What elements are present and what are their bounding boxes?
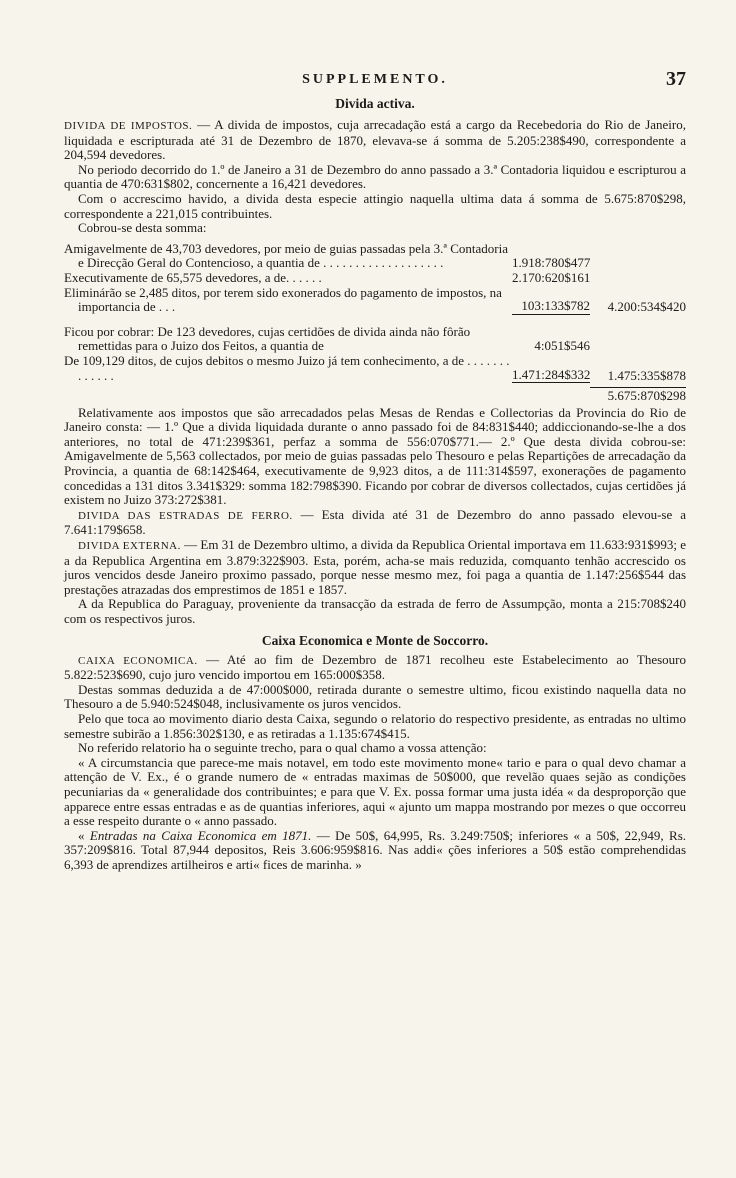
quotation-entradas xyxy=(64,829,686,873)
ledger-total xyxy=(64,387,686,404)
ledger-subtotal: 4.200:534$420 xyxy=(607,299,686,315)
ledger-subtotal: 1.475:335$878 xyxy=(607,367,686,383)
paragraph: Com o accrescimo havido, a divida desta especie attingio naquella ultima data á somma de 5.675:870$298, correspondente a 221,015 contribuintes. xyxy=(64,190,686,221)
page-header xyxy=(64,68,686,90)
paragraph-text: — Em 31 de Dezembro ultimo, a divida da Republica Oriental importava em 11.633:931$993; e a da Republica Argentina em 3.879:322$903. Esta, porém, acha-se mais reduzida, comquanto tenhão accrescido os juros vencidos desde Janeiro proximo passado, porque nesse mesmo mez, foi paga a quantia de 1.147:256$544 das prestações atrazadas dos emprestimos de 1851 e 1857. xyxy=(64,537,686,597)
paragraph-lead: DIVIDA DE IMPOSTOS. xyxy=(64,120,193,132)
paragraph-text: — Até ao fim de Dezembro de 1871 recolheu este Estabelecimento ao Thesouro 5.822:523$690, cujo juro vencido importou em 165:000$358. xyxy=(64,651,686,683)
ledger-row-text: Amigavelmente de 43,703 devedores, por meio de guias passadas pela 3.ª Contadoria e Direcção Geral do Contencioso, a quantia de . . . . . . . . . . . . . . . . . . . xyxy=(64,240,509,271)
ledger-amount: 4:051$546 xyxy=(534,338,590,354)
ledger-row xyxy=(64,325,686,354)
quote-title: Entradas na Caixa Economica em 1871. xyxy=(89,827,312,843)
paragraph: Cobrou-se desta somma: xyxy=(78,220,207,236)
ledger-row xyxy=(64,354,686,383)
quote-text: — De 50$, 64,995, Rs. 3.249:750$; inferiores « a 50$, 22,949, Rs. 357:209$816. Total 87,944 depositos, Reis 3.606:959$816. Nas addi« ções inferiores a 50$ estão comprehendidas 6,393 de aprendizes artilheiros e arti« fices de marinha. » xyxy=(64,827,687,872)
paragraph-text: — Esta divida até 31 de Dezembro do anno passado elevou-se a 7.641:179$658. xyxy=(64,506,686,538)
running-title: SUPPLEMENTO. xyxy=(302,72,448,87)
paragraph-lead: DIVIDA EXTERNA. xyxy=(78,540,181,553)
paragraph: No periodo decorrido do 1.º de Janeiro a 31 de Dezembro do anno passado a 3.ª Contadoria liquidou e escripturou a quantia de 470:631$802, concernente a 16,421 devedores. xyxy=(64,161,686,192)
ledger-row xyxy=(64,286,686,315)
page-number: 37 xyxy=(666,68,686,90)
paragraph-lead: CAIXA ECONOMICA. xyxy=(78,654,198,667)
paragraph: Destas sommas deduzida a de 47:000$000, retirada durante o semestre ultimo, ficou existindo naquella data no Thesouro a de 5.940:524$048, inclusivamente os juros vencidos. xyxy=(64,681,686,712)
ledger-row-text: De 109,129 ditos, de cujos debitos o mesmo Juizo já tem conhecimento, a de . . . . . . . . . . . . . xyxy=(64,352,510,383)
paragraph-divida-externa xyxy=(64,538,686,597)
ledger-row-text: Ficou por cobrar: De 123 devedores, cujas certidões de divida ainda não fôrão remettidas para o Juizo dos Feitos, a quantia de xyxy=(64,323,471,354)
ledger-total-value: 5.675:870$298 xyxy=(590,387,686,404)
ledger-collected xyxy=(64,242,686,383)
paragraph: No referido relatorio ha o seguinte trecho, para o qual chamo a vossa attenção: xyxy=(78,740,487,756)
quotation: « A circumstancia que parece-me mais notavel, em todo este movimento mone« tario e para o qual devo chamar a attenção de V. Ex., é o grande numero de « entradas maximas de 50$000, que revelão quaes sejão as condições pecuniarias da « generalidade dos contribuintes; e para que V. Ex. possa formar uma justa idéa « da desproporção que apparece entre essas entradas e as de quantias inferiores, aqui « ajunto um mappa mostrando por mezes o que occorreu a esse respeito durante o « anno passado. xyxy=(64,754,686,829)
ledger-row-text: Eliminárão se 2,485 ditos, por terem sido exonerados do pagamento de impostos, na importancia de . . . xyxy=(64,284,502,315)
ledger-row xyxy=(64,271,686,286)
paragraph-caixa-economica xyxy=(64,653,686,683)
section-heading-divida-activa: Divida activa. xyxy=(335,96,415,111)
ledger-amount: 1.471:284$332 xyxy=(512,366,591,382)
ledger-amount: 1.918:780$477 xyxy=(512,255,591,271)
section-heading-caixa-economica: Caixa Economica e Monte de Soccorro. xyxy=(261,632,489,648)
ledger-amount: 103:133$782 xyxy=(512,299,590,315)
paragraph-estradas-ferro xyxy=(64,508,686,538)
paragraph-collectorias: Relativamente aos impostos que são arrecadados pelas Mesas de Rendas e Collectorias da Provincia do Rio de Janeiro consta: — 1.º Que a divida liquidada durante o anno passado foi de 84:831$440; addiccionando-se-lhe a dos anteriores, no total de 471:239$361, perfaz a somma de 556:070$771.— 2.º Que desta divida cobrou-se: Amigavelmente de 5,563 collectados, por meio de guias passadas pelo Thesouro e pelas Repartições de arrecadação da Provincia, a quantia de 68:142$464, executivamente de 9,923 ditos, a de 111:314$597, exonerações de pagamento concedidas a 131 ditos 3.341$329: somma 182:798$390. Ficando por cobrar de diversos collectados, cujas certidões já existem no Juizo 373:272$381. xyxy=(64,404,686,508)
paragraph-paraguay: A da Republica do Paraguay, proveniente da transacção da estrada de ferro de Assumpção, monta a 215:708$240 com os respectivos juros. xyxy=(64,596,686,626)
ledger-row-text: Executivamente de 65,575 devedores, a de. . . . . . xyxy=(64,269,322,285)
ledger-row xyxy=(64,242,686,271)
paragraph-divida-impostos xyxy=(64,118,686,163)
ledger-amount: 2.170:620$161 xyxy=(512,269,591,285)
paragraph-lead: DIVIDA DAS ESTRADAS DE FERRO. xyxy=(78,509,293,522)
quote-mark: « xyxy=(78,827,90,843)
paragraph-text: — A divida de impostos, cuja arrecadação está a cargo da Recebedoria do Rio de Janeiro, liquidada e escripturada até 31 de Dezembro de 1870, elevava-se á somma de 5.205:238$490, correspondente a 204,594 devedores. xyxy=(64,117,686,163)
paragraph: Pelo que toca ao movimento diario desta Caixa, segundo o relatorio do respectivo presidente, as entradas no ultimo semestre subirão a 1.856:302$130, e as retiradas a 1.135:674$415. xyxy=(64,710,686,741)
